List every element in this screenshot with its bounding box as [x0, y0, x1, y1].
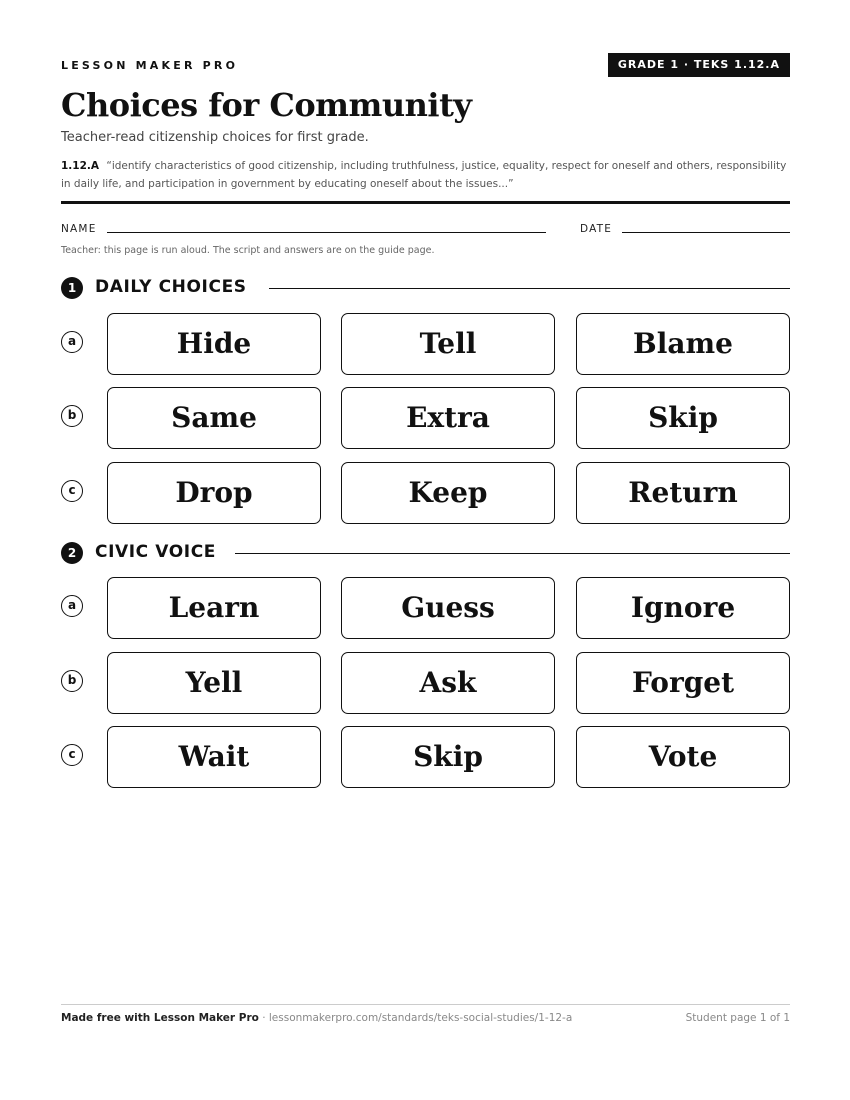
- section-number: 1: [61, 277, 83, 299]
- question-row: [61, 387, 790, 449]
- standard-code: 1.12.A: [61, 160, 100, 172]
- choice-card[interactable]: Drop: [107, 462, 321, 524]
- section-daily-choices: [61, 276, 790, 300]
- section-civic-voice: [61, 541, 790, 565]
- row-letter: b: [61, 670, 83, 692]
- header-divider: [61, 201, 790, 204]
- question-row: [61, 652, 790, 714]
- date-field[interactable]: [622, 232, 790, 233]
- question-row: [61, 313, 790, 375]
- choice-card[interactable]: Guess: [341, 577, 555, 639]
- choice-card[interactable]: Learn: [107, 577, 321, 639]
- footer-page-number: Student page 1 of 1: [685, 1012, 790, 1024]
- choice-card[interactable]: Return: [576, 462, 790, 524]
- choice-card[interactable]: Forget: [576, 652, 790, 714]
- row-letter: a: [61, 331, 83, 353]
- question-row: [61, 462, 790, 524]
- choice-card[interactable]: Skip: [576, 387, 790, 449]
- section-title: DAILY CHOICES: [95, 277, 259, 297]
- footer-separator: ·: [258, 1012, 269, 1024]
- section-title: CIVIC VOICE: [95, 542, 228, 562]
- choice-card[interactable]: Yell: [107, 652, 321, 714]
- standard-text: “identify characteristics of good citizenship, including truthfulness, justice, equality, respect for oneself and others, responsibility in daily life, and participation in government by educating oneself about the issues...”: [61, 160, 787, 190]
- choice-card[interactable]: Ask: [341, 652, 555, 714]
- page-title: Choices for Community: [61, 86, 472, 124]
- worksheet-page: [61, 0, 790, 1100]
- row-letter: b: [61, 405, 83, 427]
- footer-url[interactable]: lessonmakerpro.com/standards/teks-social-studies/1-12-a: [268, 1012, 573, 1024]
- choice-card[interactable]: Extra: [341, 387, 555, 449]
- name-field[interactable]: [107, 232, 546, 233]
- choice-card[interactable]: Hide: [107, 313, 321, 375]
- choice-card[interactable]: Tell: [341, 313, 555, 375]
- date-label: DATE: [580, 223, 613, 235]
- row-letter: a: [61, 595, 83, 617]
- footer-made-with: Made free with Lesson Maker Pro: [61, 1012, 259, 1024]
- footer-divider: [61, 1004, 790, 1005]
- row-letter: c: [61, 480, 83, 502]
- choice-card[interactable]: Wait: [107, 726, 321, 788]
- choice-card[interactable]: Vote: [576, 726, 790, 788]
- question-row: [61, 726, 790, 788]
- section-number: 2: [61, 542, 83, 564]
- choice-card[interactable]: Blame: [576, 313, 790, 375]
- name-label: NAME: [61, 223, 97, 235]
- row-letter: c: [61, 744, 83, 766]
- choice-card[interactable]: Keep: [341, 462, 555, 524]
- choice-card[interactable]: Skip: [341, 726, 555, 788]
- section-rule: [235, 553, 790, 554]
- teacher-note: Teacher: this page is run aloud. The script and answers are on the guide page.: [61, 245, 435, 256]
- brand-name: LESSON MAKER PRO: [61, 59, 239, 72]
- standard-description: [61, 157, 790, 193]
- footer-credit: [61, 1012, 572, 1024]
- page-subtitle: Teacher-read citizenship choices for first grade.: [61, 130, 369, 145]
- choice-card[interactable]: Ignore: [576, 577, 790, 639]
- grade-standard-badge: GRADE 1 · TEKS 1.12.A: [608, 53, 790, 77]
- question-row: [61, 577, 790, 639]
- section-rule: [269, 288, 790, 289]
- choice-card[interactable]: Same: [107, 387, 321, 449]
